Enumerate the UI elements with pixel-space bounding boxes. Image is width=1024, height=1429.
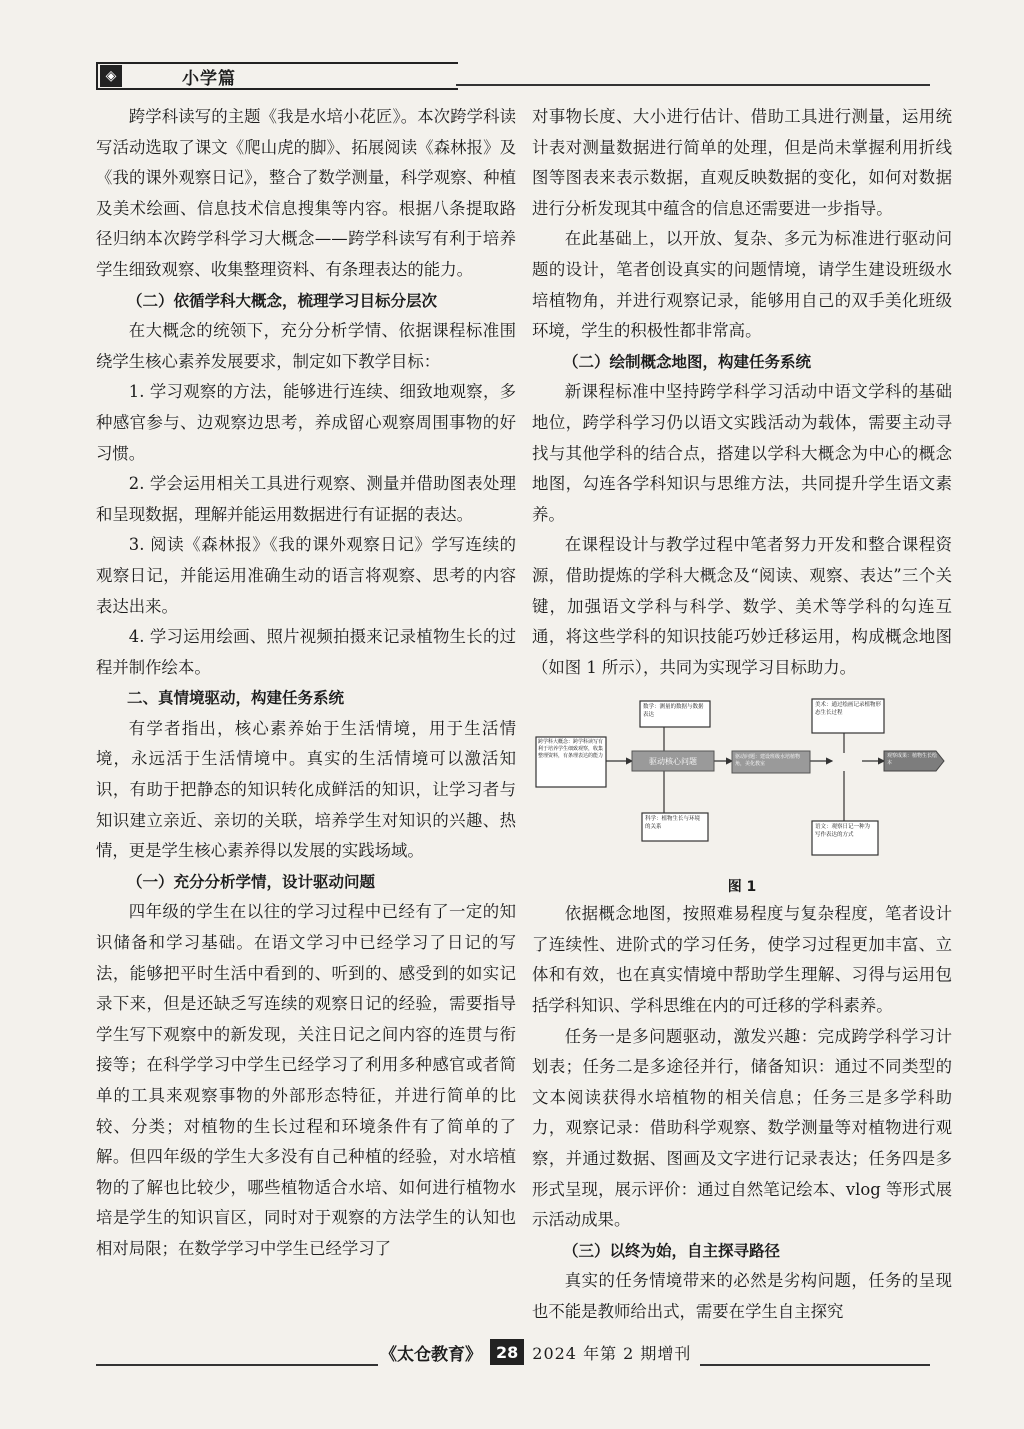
right-column-bottom bbox=[532, 899, 952, 1327]
middle-text: 驱动问题：建设班级水培植物角，美化教室 bbox=[735, 754, 801, 768]
header-rule bbox=[456, 84, 930, 86]
figure-caption: 图 1 bbox=[727, 879, 757, 896]
result-text: 观察成果：植物生长绘本 bbox=[887, 753, 938, 767]
big-concept-text: 跨学科大概念：跨学科读写有利于培养学生细致观察，收集整理资料，有条理表达的能力 bbox=[538, 739, 604, 760]
paragraph: 真实的任务情境带来的必然是劣构问题，任务的呈现也不能是教师给出式，需要在学生自主探究 bbox=[532, 1271, 952, 1321]
page-number: 28 bbox=[490, 1339, 524, 1365]
right-column-top bbox=[532, 102, 952, 683]
journal-name: 《太仓教育》 bbox=[380, 1344, 482, 1365]
paragraph: 4. 学习运用绘画、照片视频拍摄来记录植物生长的过程并制作绘本。 bbox=[96, 627, 516, 677]
section-heading: （二）依循学科大概念，梳理学习目标分层次 bbox=[127, 291, 438, 310]
section-heading: （三）以终为始，自主探寻路径 bbox=[563, 1241, 781, 1260]
paragraph: 在课程设计与教学过程中笔者努力开发和整合课程资源，借助提炼的学科大概念及“阅读、观察、表达”三个关键，加强语文学科与科学、数学、美术等学科的勾连互通，将这些学科的知识技能巧妙迁移运用，构成概念地图（如图 1 所示），共同为实现学习目标助力。 bbox=[532, 535, 952, 677]
section-heading: （二）绘制概念地图，构建任务系统 bbox=[563, 352, 812, 371]
paragraph: 3. 阅读《森林报》《我的课外观察日记》学写连续的观察日记，并能运用准确生动的语言将观察、思考的内容表达出来。 bbox=[96, 535, 516, 616]
art-text: 美术：通过绘画记录植物形态生长过程 bbox=[815, 702, 882, 716]
section-heading: （一）充分分析学情，设计驱动问题 bbox=[127, 872, 376, 891]
paragraph: 有学者指出，核心素养始于生活情境，用于生活情境，永远活于生活情境中。真实的生活情境可以激活知识，有助于把静态的知识转化成鲜活的知识，让学习者与知识建立亲近、亲切的关联，培养学生对知识的兴趣、热情，更是学生核心素养得以发展的实践场域。 bbox=[96, 718, 516, 861]
paragraph: 新课程标准中坚持跨学科学习活动中语文学科的基础地位，跨学科学习仍以语文实践活动为载体，需要主动寻找与其他学科的结合点，搭建以学科大概念为中心的概念地图，勾连各学科知识与思维方法，共同提升学生语文素养。 bbox=[532, 382, 952, 524]
paragraph: 1. 学习观察的方法，能够进行连续、细致地观察，多种感官参与、边观察边思考，养成留心观察周围事物的好习惯。 bbox=[96, 382, 516, 463]
paragraph: 四年级的学生在以往的学习过程中已经有了一定的知识储备和学习基础。在语文学习中已经学习了日记的写法，能够把平时生活中看到的、听到的、感受到的如实记录下来，但是还缺乏写连续的观察日记的经验，需要指导学生写下观察中的新发现，关注日记之间内容的连贯与衔接等；在科学学习中学生已经学习了利用多种感官或者简单的工具来观察事物的外部形态特征，并进行简单的比较、分类；对植物的生长过程和环境条件有了简单的了解。但四年级的学生大多没有自己种植的经验，对水培植物的了解也比较少，哪些植物适合水培、如何进行植物水培是学生的知识盲区，同时对于观察的方法学生的认知也相对局限；在数学学习中学生已经学习了 bbox=[96, 902, 516, 1258]
footer-rule-left bbox=[96, 1364, 378, 1366]
math-text: 数学：测量的数据与数据表达 bbox=[643, 704, 704, 718]
paragraph: 跨学科读写的主题《我是水培小花匠》。本次跨学科读写活动选取了课文《爬山虎的脚》、拓展阅读《森林报》及《我的课外观察日记》，整合了数学测量，科学观察、种植及美术绘画、信息技术信息搜集等内容。根据八条提取路径归纳本次跨学科学习大概念——跨学科读写有利于培养学生细致观察、收集整理资料、有条理表达的能力。 bbox=[96, 107, 516, 279]
paragraph: 2. 学会运用相关工具进行观察、测量并借助图表处理和呈现数据，理解并能运用数据进行有证据的表达。 bbox=[96, 474, 516, 524]
paragraph: 依据概念地图，按照难易程度与复杂程度，笔者设计了连续性、进阶式的学习任务，使学习过程更加丰富、立体和有效，也在真实情境中帮助学生理解、习得与运用包括学科知识、学科思维在内的可迁移的学科素养。 bbox=[532, 904, 952, 1016]
diamond-arrow-icon: ◈ bbox=[100, 65, 122, 87]
page-footer bbox=[380, 1338, 691, 1366]
paragraph: 任务一是多问题驱动，激发兴趣：完成跨学科学习计划表；任务二是多途径并行，储备知识：通过不同类型的文本阅读获得水培植物的相关信息；任务三是多学科助力，观察记录：借助科学观察、数学测量等对植物进行观察，并通过数据、图画及文字进行记录表达；任务四是多形式呈现，展示评价：通过自然笔记绘本、vlog 等形式展示活动成果。 bbox=[532, 1026, 952, 1230]
paragraph: 在此基础上，以开放、复杂、多元为标准进行驱动问题的设计，笔者创设真实的问题情境，请学生建设班级水培植物角，并进行观察记录，能够用自己的双手美化班级环境，学生的积极性都非常高。 bbox=[532, 229, 952, 341]
section-title: 小学篇 bbox=[182, 68, 236, 89]
left-column bbox=[96, 102, 516, 1265]
paragraph: 对事物长度、大小进行估计、借助工具进行测量，运用统计表对测量数据进行简单的处理，但是尚未掌握利用折线图等图表来表示数据，直观反映数据的变化，如何对数据进行分析发现其中蕴含的信息还需要进一步指导。 bbox=[532, 107, 952, 218]
section-header bbox=[96, 62, 458, 90]
core-task-text: 驱动核心问题 bbox=[649, 757, 697, 767]
concept-map-figure bbox=[532, 695, 952, 873]
section-heading: 二、真情境驱动，构建任务系统 bbox=[127, 689, 345, 708]
concept-map bbox=[532, 695, 952, 873]
right-column bbox=[532, 102, 952, 1328]
issue-info: 2024 年第 2 期增刊 bbox=[532, 1343, 692, 1363]
science-text: 科学：植物生长与环境的关系 bbox=[645, 816, 701, 830]
chinese-text: 语文：观察日记一种为写作表达的方式 bbox=[815, 824, 871, 838]
footer-rule-right bbox=[700, 1364, 930, 1366]
paragraph: 在大概念的统领下，充分分析学情、依据课程标准围绕学生核心素养发展要求，制定如下教学目标： bbox=[96, 321, 516, 371]
